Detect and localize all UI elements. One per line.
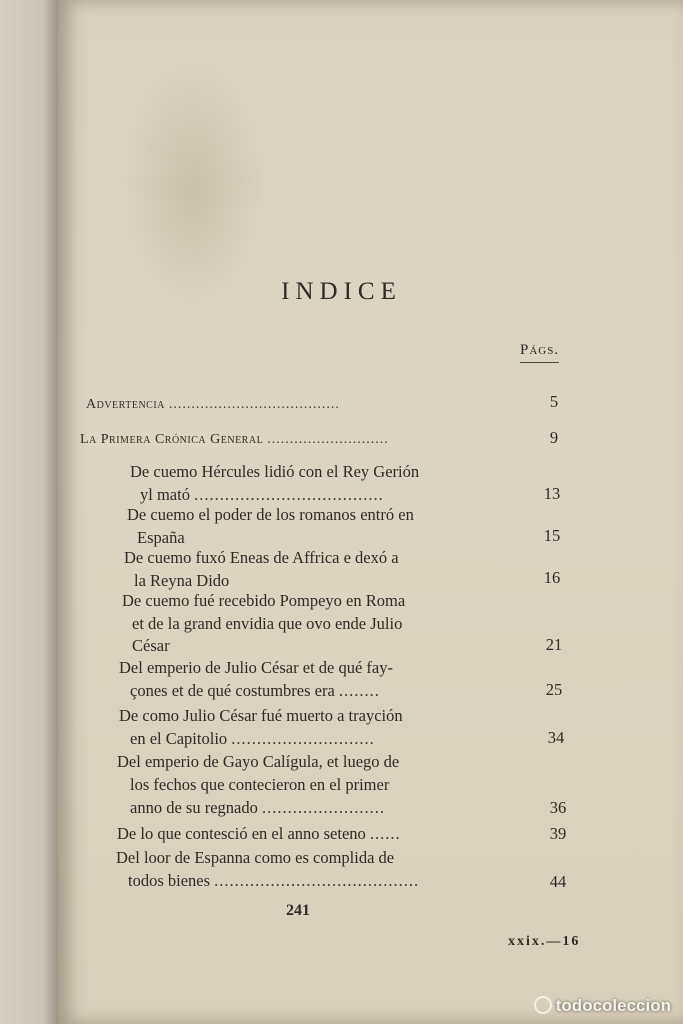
toc-entry-primera-cronica (80, 428, 389, 451)
toc-entry-title: en el Capitolio (130, 729, 228, 748)
toc-entry-title: De lo que contesció en el anno seteno (117, 824, 366, 843)
watermark-logo-icon (534, 996, 552, 1014)
toc-entry-eneas-line-2: la Reyna Dido (134, 571, 230, 590)
toc-page-number: 5 (549, 392, 559, 411)
toc-entry-pompeyo-line-2: et de la grand envidia que ovo ende Julio (132, 614, 403, 633)
watermark (534, 996, 671, 1016)
toc-leader: ...... (369, 824, 401, 843)
toc-entry-title: çones et de qué costumbres era (130, 681, 335, 700)
toc-entry-caligula-line-3 (130, 796, 385, 819)
toc-page-number: 36 (549, 798, 567, 817)
toc-leader: ............................ (231, 729, 375, 748)
toc-entry-romanos-line-2: España (137, 528, 185, 547)
toc-entry-title: anno de su regnado (130, 798, 258, 817)
folio-page-number: 241 (286, 902, 310, 919)
toc-leader: ..................................... (194, 485, 384, 504)
toc-entry-capitolio-line-2 (130, 727, 375, 750)
toc-entry-espanna-line-2 (128, 869, 419, 892)
toc-leader: ........ (338, 681, 380, 700)
toc-entry-eneas-line-1: De cuemo fuxó Eneas de Affrica e dexó a (124, 548, 399, 567)
toc-page-number: 44 (549, 872, 567, 891)
toc-entry-title: La Primera Crónica General (80, 432, 264, 447)
adjacent-page-edge (0, 0, 62, 1024)
toc-entry-seteno (117, 822, 401, 845)
toc-page-number: 39 (549, 824, 567, 843)
toc-entry-title: todos bienes (128, 871, 211, 890)
toc-leader: ........................... (267, 432, 389, 447)
toc-page-number: 9 (549, 428, 559, 447)
watermark-text: todocoleccion (555, 996, 671, 1015)
toc-page-number: 21 (545, 635, 563, 654)
toc-entry-pompeyo-line-3: César (132, 636, 170, 655)
toc-page-number: 13 (543, 484, 561, 503)
toc-leader: ...................................... (168, 397, 340, 412)
toc-entry-caligula-line-1: Del emperio de Gayo Calígula, et luego de (117, 752, 400, 771)
toc-page-number: 25 (545, 680, 563, 699)
toc-page-number: 34 (547, 728, 565, 747)
toc-entry-romanos-line-1: De cuemo el poder de los romanos entró en (127, 505, 414, 524)
toc-entry-julio-cesar-line-2 (130, 679, 380, 702)
index-title: INDICE (281, 278, 402, 305)
toc-entry-title: yl mató (140, 485, 190, 504)
toc-page-number: 15 (543, 526, 561, 545)
toc-page-number: 16 (543, 568, 561, 587)
toc-entry-capitolio-line-1: De como Julio César fué muerto a trayción (119, 706, 403, 725)
toc-entry-caligula-line-2: los fechos que contecieron en el primer (130, 775, 390, 794)
toc-leader: ........................................ (214, 871, 420, 890)
toc-entry-espanna-line-1: Del loor de Espanna como es complida de (116, 848, 395, 867)
toc-entry-hercules-line-1: De cuemo Hércules lidió con el Rey Gerión (130, 462, 420, 481)
toc-entry-pompeyo-line-1: De cuemo fué recebido Pompeyo en Roma (122, 591, 406, 610)
toc-entry-julio-cesar-line-1: Del emperio de Julio César et de qué fay- (119, 658, 393, 677)
pages-column-header: Págs. (520, 342, 559, 363)
toc-entry-advertencia (86, 393, 340, 416)
toc-leader: ........................ (261, 798, 385, 817)
toc-entry-title: Advertencia (86, 397, 165, 412)
printer-signature: xxix.—16 (508, 934, 581, 949)
